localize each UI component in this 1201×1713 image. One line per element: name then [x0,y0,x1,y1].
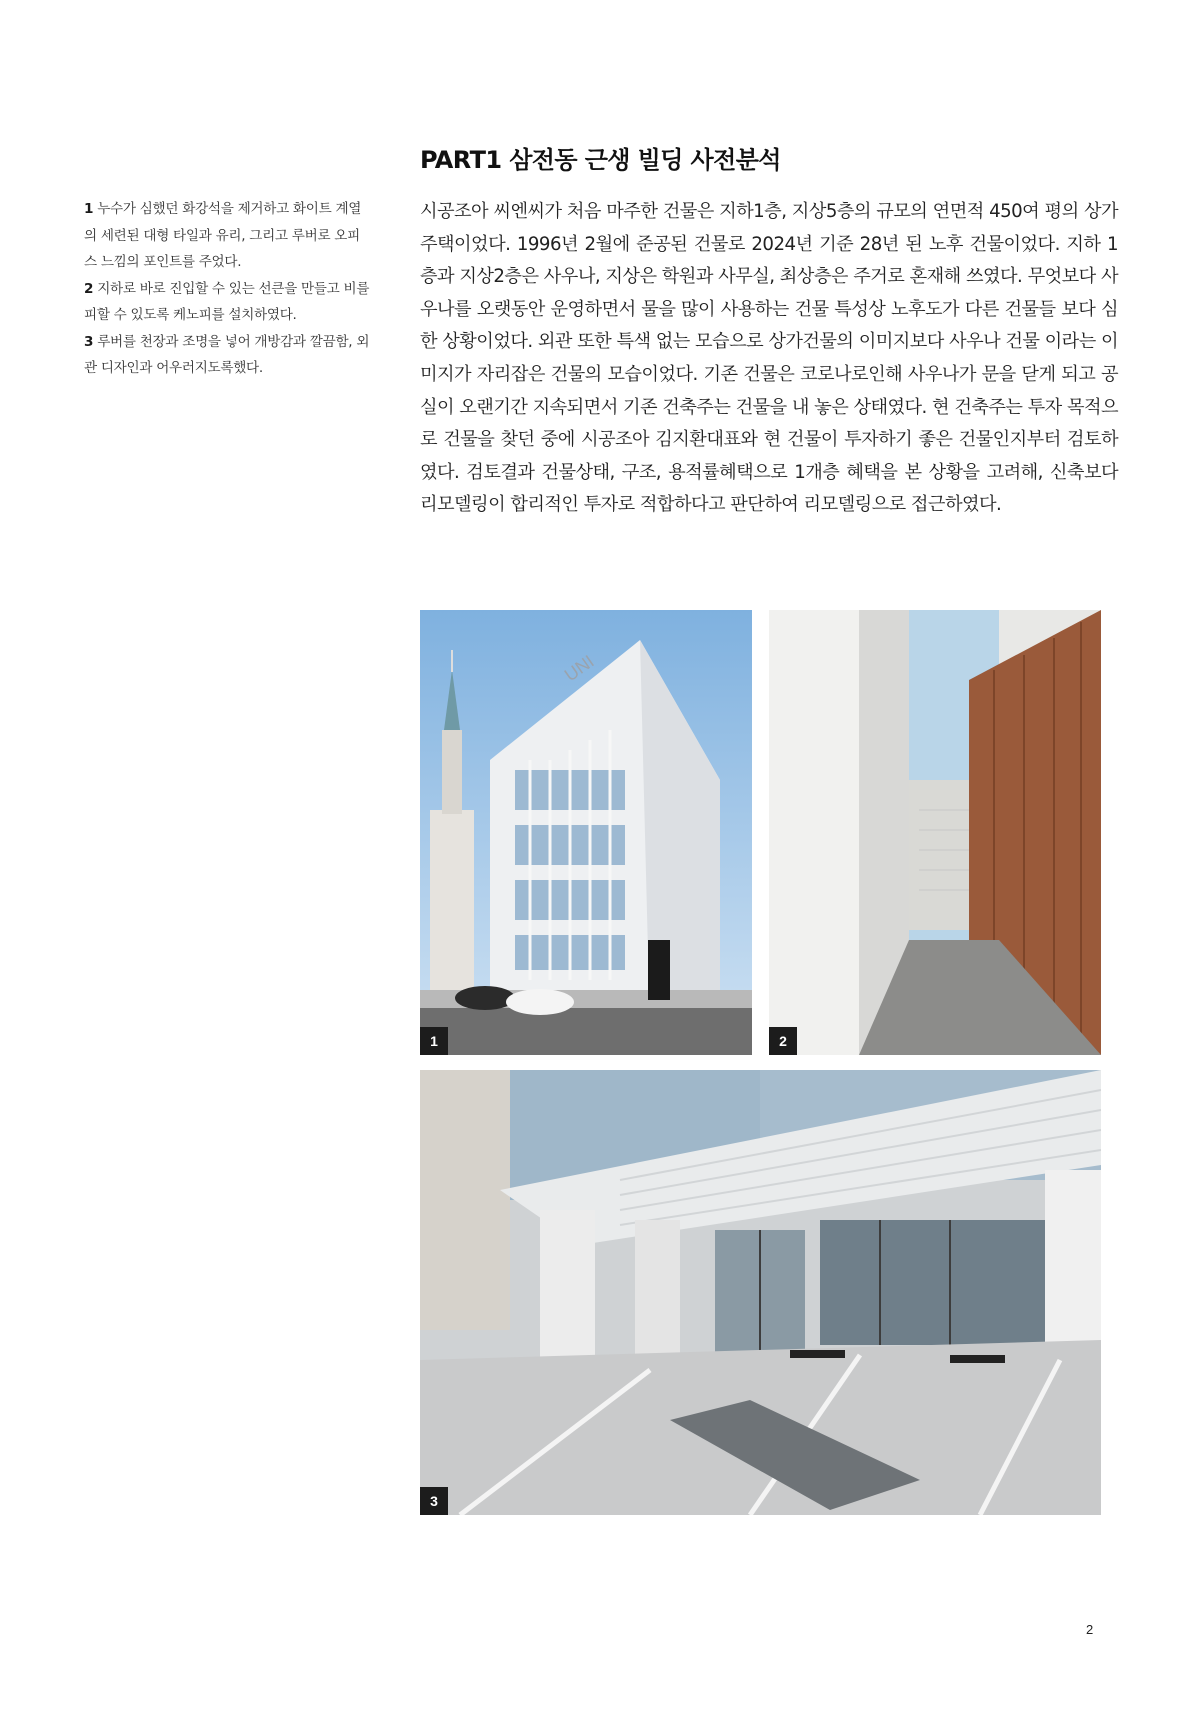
photo-building-exterior [420,610,752,1055]
caption-3 [84,329,370,382]
caption-1 [84,196,370,276]
caption-3-text: 루버를 천장과 조명을 넣어 개방감과 깔끔함, 외관 디자인과 어우러지도록했다. [84,333,370,376]
section-heading: PART1 삼전동 근생 빌딩 사전분석 [420,146,781,174]
building-exterior-illustration [420,610,752,1055]
building-sign: UNI [560,651,598,686]
photo-sunken-entrance [769,610,1101,1055]
caption-2 [84,276,370,329]
photo-3-number: 3 [420,1487,448,1515]
photo-captions [84,196,370,382]
page-number: 2 [1086,1622,1094,1637]
caption-2-text: 지하로 바로 진입할 수 있는 선큰을 만들고 비를 피할 수 있도록 케노피를 설치하였다. [84,280,370,323]
caption-1-text: 누수가 심했던 화강석을 제거하고 화이트 계열의 세련된 대형 타일과 유리, 그리고 루버로 오피스 느낌의 포인트를 주었다. [84,201,362,270]
caption-3-number: 3 [84,333,94,350]
sunken-entrance-illustration [769,610,1101,1055]
caption-1-number: 1 [84,201,94,217]
caption-2-number: 2 [84,280,94,297]
parking-canopy-illustration [420,1070,1101,1515]
photo-2-number: 2 [769,1027,797,1055]
body-paragraph: 시공조아 씨엔씨가 처음 마주한 건물은 지하1층, 지상5층의 규모의 연면적 450여 평의 상가주택이었다. 1996년 2월에 준공된 건물로 2024년 기준 28년 된 노후 건물이었다. 지하 1층과 지상2층은 사우나, 지상은 학원과 사무실, 최상층은 주거로 혼재해 쓰였다. 무엇보다 사우나를 오랫동안 운영하면서 물을 많이 사용하는 건물 특성상 노후도가 다른 건물들 보다 심한 상황이었다. 외관 또한 특색 없는 모습으로 상가건물의 이미지보다 사우나 건물 이라는 이미지가 자리잡은 건물의 모습이었다. 기존 건물은 코로나로인해 사우나가 문을 닫게 되고 공실이 오랜기간 지속되면서 기존 건축주는 건물을 내 놓은 상태였다. 현 건축주는 투자 목적으로 건물을 찾던 중에 시공조아 김지환대표와 현 건물이 투자하기 좋은 건물인지부터 검토하였다. 검토결과 건물상태, 구조, 용적률혜택으로 1개층 혜택을 본 상황을 고려해, 신축보다 리모델링이 합리적인 투자로 적합하다고 판단하여 리모델링으로 접근하였다. [420,201,1118,516]
photo-1-number: 1 [420,1027,448,1055]
photo-parking-canopy [420,1070,1101,1515]
